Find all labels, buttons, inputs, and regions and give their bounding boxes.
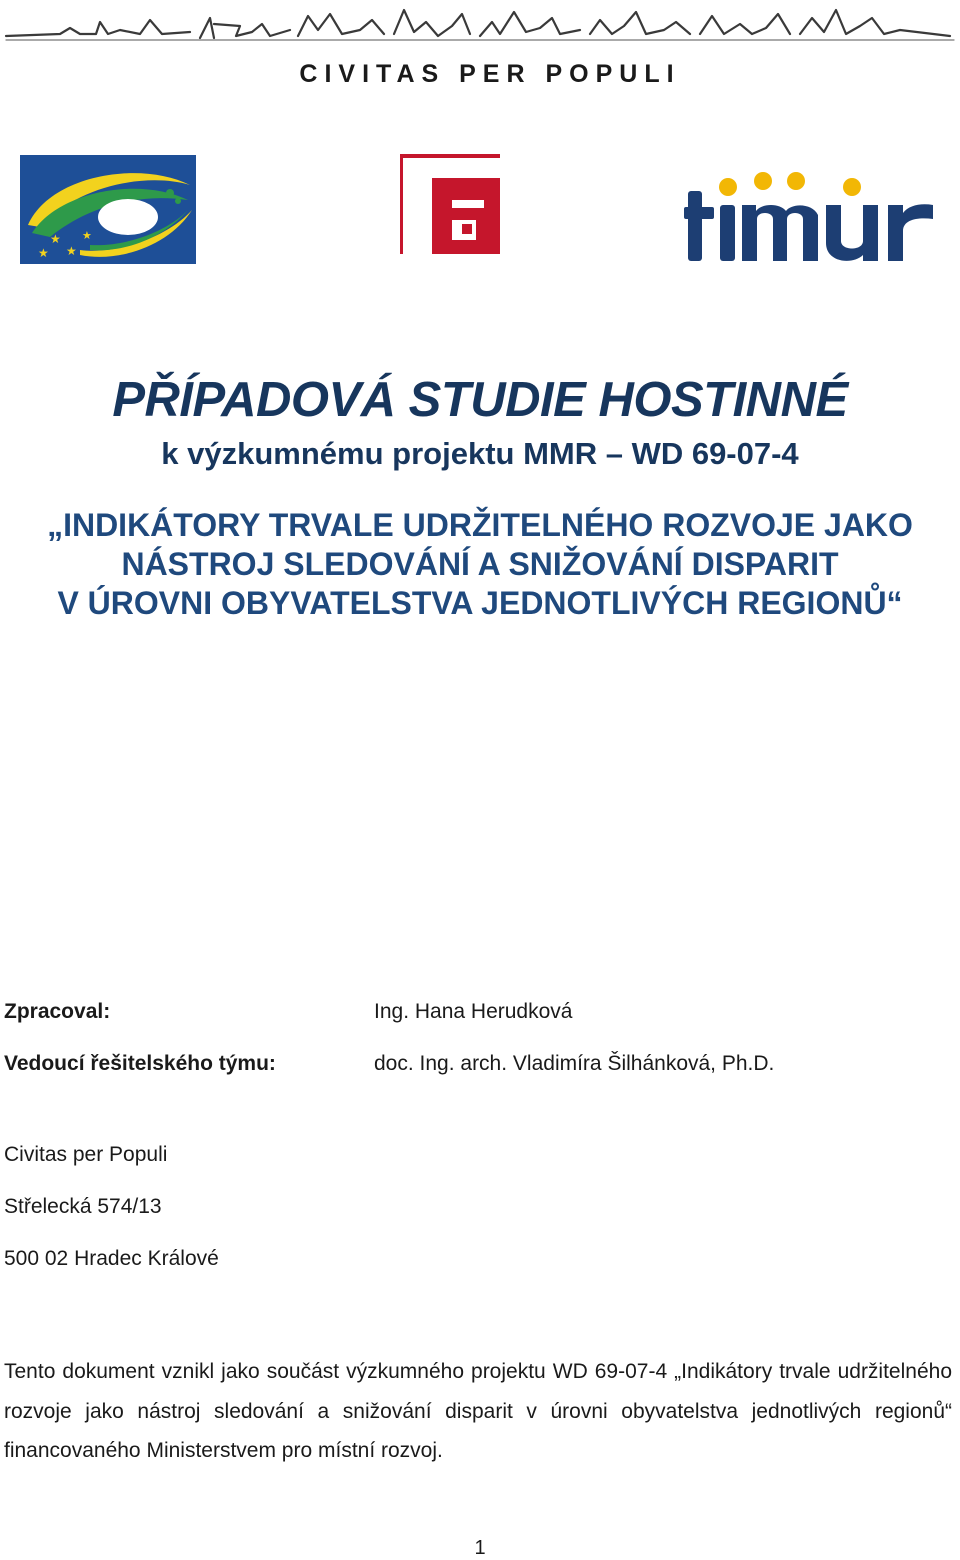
- team-lead-label: Vedoucí řešitelského týmu:: [4, 1052, 276, 1075]
- address-organization: Civitas per Populi: [4, 1143, 168, 1166]
- team-lead-value: doc. Ing. arch. Vladimíra Šilhánková, Ph.D.: [374, 1052, 775, 1075]
- timur-logo: [684, 165, 940, 270]
- processed-by-label: Zpracoval:: [4, 1000, 111, 1023]
- document-note: Tento dokument vznikl jako součást výzkumného projektu WD 69-07-4 „Indikátory trvale udržitelného rozvoje jako nástroj sledování a snižování disparit v úrovni obyvatelstva jednotlivých regionů“ financovaného Ministerstvem pro místní rozvoj.: [4, 1360, 952, 1462]
- skyline-header-illustration: [0, 0, 960, 48]
- a-logo: [398, 152, 502, 256]
- page-number: 1: [474, 1537, 486, 1559]
- svg-text:★: ★: [82, 229, 92, 242]
- project-name-line: „INDIKÁTORY TRVALE UDRŽITELNÉHO ROZVOJE JAKO: [47, 507, 913, 543]
- document-title: PŘÍPADOVÁ STUDIE HOSTINNÉ: [112, 373, 848, 427]
- processed-by-value: Ing. Hana Herudková: [374, 1000, 573, 1023]
- document-subtitle: k výzkumnému projektu MMR – WD 69-07-4: [161, 436, 799, 471]
- project-name-line: NÁSTROJ SLEDOVÁNÍ A SNIŽOVÁNÍ DISPARIT: [121, 546, 839, 582]
- project-name-line: V ÚROVNI OBYVATELSTVA JEDNOTLIVÝCH REGIONŮ“: [57, 585, 903, 621]
- address-street: Střelecká 574/13: [4, 1195, 162, 1218]
- brand-name: CIVITAS PER POPULI: [299, 60, 681, 88]
- eu-regional-logo: [20, 155, 196, 264]
- project-name: [0, 506, 960, 623]
- address-city: 500 02 Hradec Králové: [4, 1247, 219, 1270]
- svg-text:★: ★: [50, 232, 61, 246]
- svg-text:★: ★: [66, 244, 77, 258]
- svg-text:★: ★: [38, 246, 49, 260]
